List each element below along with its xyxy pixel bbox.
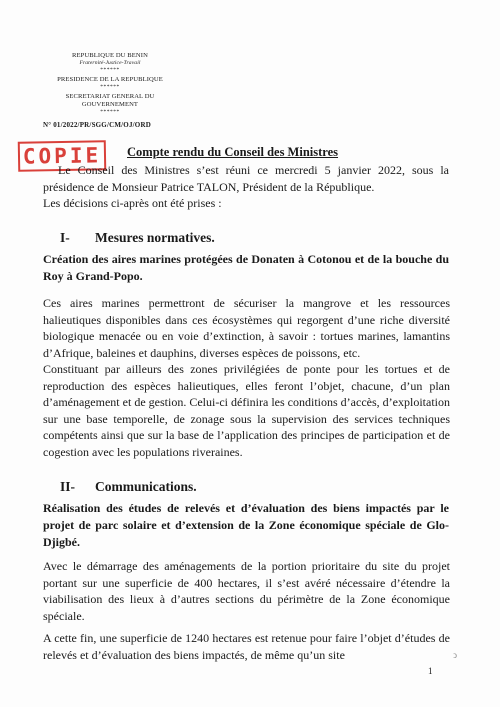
page-number: 1 xyxy=(428,666,433,676)
republic-name: REPUBLIQUE DU BENIN xyxy=(72,52,148,59)
intro-block xyxy=(43,162,449,212)
copie-stamp: COPIE xyxy=(18,140,107,172)
body-paragraph: Constituant par ailleurs des zones privilégiées de ponte pour les tortues et de reproduction des espèces halieutiques, elles feront l’objet, chacune, d’un plan d’aménagement et de gestion. Celui-ci définira les conditions d’accès, d’exploitation sur une base temporelle, de zonage sous la supervision des services techniques compétents ainsi que sur la base de l’application des principes de participation et de cogestion avec les populations riveraines. xyxy=(43,362,450,459)
letterhead xyxy=(40,52,180,115)
section-number: II- xyxy=(60,479,76,494)
section-title: Communications. xyxy=(95,479,197,494)
body-paragraph: A cette fin, une superficie de 1240 hectares est retenue pour faire l’objet d’études de relevés et d’évaluation des biens impactés, de même qu’un site xyxy=(43,631,450,662)
intro-decisions-line: Les décisions ci-après ont été prises : xyxy=(43,196,222,210)
document-reference: N° 01/2022/PR/SGG/CM/OJ/ORD xyxy=(43,121,151,129)
section-heading xyxy=(60,230,215,246)
separator-stars: ****** xyxy=(100,66,120,73)
section-subheading: Réalisation des études de relevés et d’évaluation des biens impactés par le projet de parc solaire et d’extension de la Zone économique spéciale de Glo-Djigbé. xyxy=(43,501,449,549)
document-title: Compte rendu du Conseil des Ministres xyxy=(127,145,339,159)
section-subheading: Création des aires marines protégées de Donaten à Cotonou et de la bouche du Roy à Grand-Popo. xyxy=(43,252,449,283)
presidency-name: PRESIDENCE DE LA REPUBLIQUE xyxy=(57,75,163,83)
secretariat-name-line2: GOUVERNEMENT xyxy=(81,101,139,109)
body-paragraph: Ces aires marines permettront de sécuriser la mangrove et les ressources halieutiques disponibles dans ces écosystèmes qui regorgent d’une riche diversité biologique menacée ou en voie d’extinction, à savoir : tortues marines, lamantins d’Afrique, baleines et dauphins, diverses espèces de poissons, etc. xyxy=(43,296,450,360)
section-number: I- xyxy=(60,230,70,245)
scan-mark: ↄ xyxy=(453,650,457,660)
national-motto: Fraternité-Justice-Travail xyxy=(79,60,141,67)
intro-paragraph: Le Conseil des Ministres s’est réuni ce mercredi 5 janvier 2022, sous la présidence de Monsieur Patrice TALON, Président de la République. xyxy=(43,163,449,194)
section-heading xyxy=(60,479,197,495)
secretariat-name-line1: SECRETARIAT GENERAL DU xyxy=(65,92,155,100)
separator-stars: ****** xyxy=(100,109,120,116)
section-title: Mesures normatives. xyxy=(95,230,215,245)
body-paragraph: Avec le démarrage des aménagements de la portion prioritaire du site du projet portant sur une superficie de 400 hectares, il s’est avéré nécessaire d’étendre la viabilisation des lieux à d’autres sections du périmètre de la Zone économique spéciale. xyxy=(43,559,450,623)
separator-stars: ****** xyxy=(100,83,120,90)
